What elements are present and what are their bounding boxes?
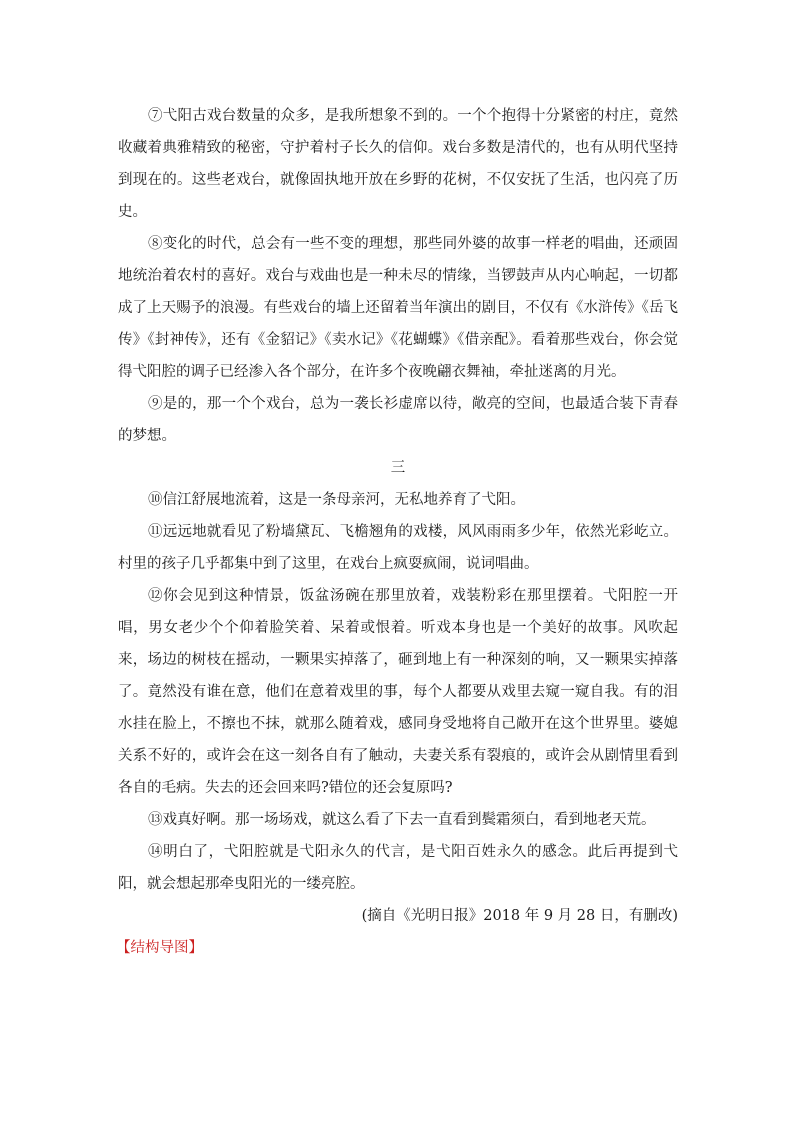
document-page — [118, 100, 678, 964]
section-heading-three: 三 — [390, 460, 406, 476]
paragraph-13: ⑬戏真好啊。那一场场戏，就这么看了下去一直看到鬓霜须白，看到地老天荒。 — [148, 812, 656, 828]
source-citation: (摘自《光明日报》2018 年 9 月 28 日，有删改) — [361, 908, 678, 924]
paragraph-9: ⑨是的，那一个个戏台，总为一袭长衫虚席以待，敞亮的空间，也最适合装下青春的梦想。 — [118, 396, 678, 444]
structure-diagram-label: 【结构导图】 — [116, 940, 203, 956]
paragraph-11: ⑪远远地就看见了粉墙黛瓦、飞檐翘角的戏楼，风风雨雨多少年，依然光彩屹立。村里的孩子几乎都集中到了这里，在戏台上疯耍疯闹，说词唱曲。 — [118, 524, 678, 572]
paragraph-14: ⑭明白了，弋阳腔就是弋阳永久的代言，是弋阳百姓永久的感念。此后再提到弋阳，就会想起那牵曳阳光的一缕亮腔。 — [118, 844, 678, 892]
paragraph-12: ⑫你会见到这种情景，饭盆汤碗在那里放着，戏装粉彩在那里摆着。弋阳腔一开唱，男女老少个个仰着脸笑着、呆着或恨着。听戏本身也是一个美好的故事。风吹起来，场边的树枝在摇动，一颗果实掉落了，砸到地上有一种深刻的响，又一颗果实掉落了。竟然没有谁在意，他们在意着戏里的事，每个人都要从戏里去窥一窥自我。有的泪水挂在脸上，不擦也不抹，就那么随着戏，感同身受地将自己敞开在这个世界里。婆媳关系不好的，或许会在这一刻各自有了触动，夫妻关系有裂痕的，或许会从剧情里看到各自的毛病。失去的还会回来吗?错位的还会复原吗? — [118, 588, 678, 796]
paragraph-10: ⑩信江舒展地流着，这是一条母亲河，无私地养育了弋阳。 — [148, 492, 525, 508]
paragraph-7: ⑦弋阳古戏台数量的众多，是我所想象不到的。一个个抱得十分紧密的村庄，竟然收藏着典雅精致的秘密，守护着村子长久的信仰。戏台多数是清代的，也有从明代坚持到现在的。这些老戏台，就像固执地开放在乡野的花树，不仅安抚了生活，也闪亮了历史。 — [118, 108, 678, 220]
paragraph-8: ⑧变化的时代，总会有一些不变的理想，那些同外婆的故事一样老的唱曲，还顽固地统治着农村的喜好。戏台与戏曲也是一种未尽的情缘，当锣鼓声从内心响起，一切都成了上天赐予的浪漫。有些戏台的墙上还留着当年演出的剧目，不仅有《水浒传》《岳飞传》《封神传》，还有《金貂记》《卖水记》《花蝴蝶》《借亲配》。看着那些戏台，你会觉得弋阳腔的调子已经渗入各个部分，在许多个夜晚翩衣舞袖，牵扯迷离的月光。 — [118, 236, 678, 380]
